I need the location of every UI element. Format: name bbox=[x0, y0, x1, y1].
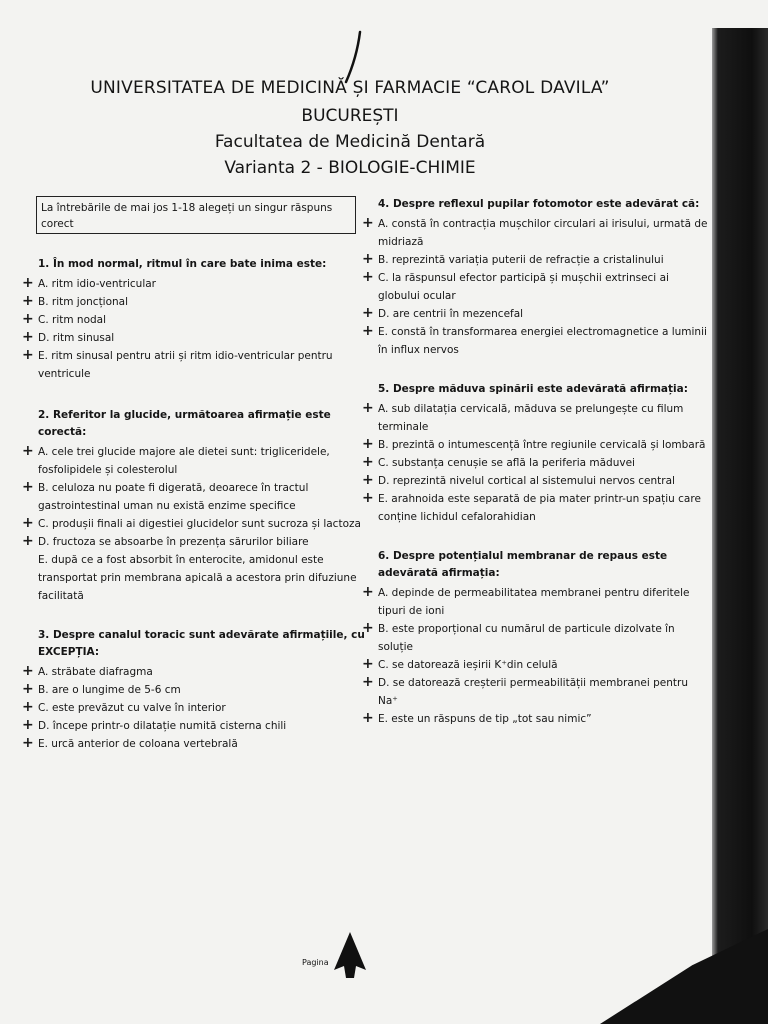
question-2 bbox=[22, 407, 368, 605]
cross-mark-icon: + bbox=[22, 515, 34, 531]
question-title: 1. În mod normal, ritmul în care bate inima este: bbox=[38, 258, 327, 270]
answer-option: + E. ritm sinusal pentru atrii și ritm idio-ventricular pentru ventricule bbox=[22, 347, 333, 380]
answer-option: + E. urcă anterior de coloana vertebrală bbox=[22, 735, 238, 751]
answer-option: E. după ce a fost absorbit în enterocite, amidonul este transportat prin membrana apicală a acestora prin difuziune facilitată bbox=[38, 554, 357, 602]
cross-mark-icon: + bbox=[362, 215, 374, 231]
answer-option: + A. constă în contracția mușchilor circulari ai irisului, urmată de midriază bbox=[362, 215, 708, 248]
cross-mark-icon: + bbox=[22, 533, 34, 549]
question-title: 3. Despre canalul toracic sunt adevărate afirmațiile, cu EXCEPȚIA: bbox=[38, 629, 365, 658]
question-3 bbox=[22, 627, 368, 753]
cross-mark-icon: + bbox=[362, 656, 374, 672]
cross-mark-icon: + bbox=[362, 490, 374, 506]
cross-mark-icon: + bbox=[362, 305, 374, 321]
cross-mark-icon: + bbox=[362, 620, 374, 636]
cross-mark-icon: + bbox=[22, 443, 34, 459]
answer-option: + D. începe printr-o dilatație numită cisterna chili bbox=[22, 717, 287, 733]
left-column bbox=[22, 256, 368, 773]
cross-mark-icon: + bbox=[362, 269, 374, 285]
exam-variant: Varianta 2 - BIOLOGIE-CHIMIE bbox=[224, 158, 476, 178]
cross-mark-icon: + bbox=[362, 710, 374, 726]
answer-option: + D. ritm sinusal bbox=[22, 329, 115, 345]
cross-mark-icon: + bbox=[22, 479, 34, 495]
cross-mark-icon: + bbox=[22, 329, 34, 345]
cross-mark-icon: + bbox=[362, 400, 374, 416]
city-name: BUCUREȘTI bbox=[301, 106, 399, 126]
answer-option: + C. se datorează ieșirii K⁺din celulă bbox=[362, 656, 558, 672]
instructions-box: La întrebările de mai jos 1-18 alegeți un singur răspuns corect bbox=[36, 196, 356, 234]
cross-mark-icon: + bbox=[362, 251, 374, 267]
answer-option: + C. produșii finali ai digestiei glucidelor sunt sucroza și lactoza bbox=[22, 515, 361, 531]
answer-option: + B. celuloza nu poate fi digerată, deoarece în tractul gastrointestinal uman nu există enzime specifice bbox=[22, 479, 309, 512]
answer-option: + C. substanța cenușie se află la periferia măduvei bbox=[362, 454, 635, 470]
question-4 bbox=[362, 196, 708, 359]
scanned-page-edge bbox=[712, 28, 768, 1024]
answer-option: + C. la răspunsul efector participă și mușchii extrinseci ai globului ocular bbox=[362, 269, 669, 302]
cross-mark-icon: + bbox=[22, 311, 34, 327]
cross-mark-icon: + bbox=[22, 735, 34, 751]
cross-mark-icon: + bbox=[362, 674, 374, 690]
answer-option: + D. se datorează creșterii permeabilității membranei pentru Na⁺ bbox=[362, 674, 688, 707]
answer-option: + C. este prevăzut cu valve în interior bbox=[22, 699, 226, 715]
answer-option: + A. cele trei glucide majore ale dietei sunt: trigliceridele, fosfolipidele și colesterolul bbox=[22, 443, 330, 476]
university-name: UNIVERSITATEA DE MEDICINĂ ȘI FARMACIE “CAROL DAVILA” bbox=[90, 78, 610, 98]
answer-option: + A. sub dilatația cervicală, măduva se prelungește cu filum terminale bbox=[362, 400, 684, 433]
answer-option: + B. ritm joncțional bbox=[22, 293, 129, 309]
cross-mark-icon: + bbox=[22, 663, 34, 679]
cross-mark-icon: + bbox=[362, 584, 374, 600]
answer-option: + B. prezintă o intumescență între regiunile cervicală și lombară bbox=[362, 436, 706, 452]
right-column bbox=[362, 196, 708, 748]
question-title: 4. Despre reflexul pupilar fotomotor este adevărat că: bbox=[378, 198, 700, 210]
answer-option: + D. fructoza se absoarbe în prezența sărurilor biliare bbox=[22, 533, 309, 549]
answer-option: + B. este proporțional cu numărul de particule dizolvate în soluție bbox=[362, 620, 675, 653]
answer-option: + E. constă în transformarea energiei electromagnetice a luminii în influx nervos bbox=[362, 323, 707, 356]
cross-mark-icon: + bbox=[22, 347, 34, 363]
answer-option: + E. arahnoida este separată de pia mater printr-un spațiu care conține lichidul cefalorahidian bbox=[362, 490, 701, 523]
question-6 bbox=[362, 548, 708, 728]
answer-option: + B. reprezintă variația puterii de refracție a cristalinului bbox=[362, 251, 664, 267]
answer-option: + E. este un răspuns de tip „tot sau nimic” bbox=[362, 710, 592, 726]
answer-option: + A. ritm idio-ventricular bbox=[22, 275, 156, 291]
question-1 bbox=[22, 256, 368, 383]
cross-mark-icon: + bbox=[22, 681, 34, 697]
page-label: Pagina bbox=[302, 958, 329, 967]
arrow-up-icon bbox=[330, 930, 370, 980]
cross-mark-icon: + bbox=[362, 436, 374, 452]
answer-option: + B. are o lungime de 5-6 cm bbox=[22, 681, 181, 697]
question-5 bbox=[362, 381, 708, 526]
cross-mark-icon: + bbox=[362, 454, 374, 470]
question-title: 5. Despre măduva spinării este adevărată afirmația: bbox=[378, 383, 688, 395]
cross-mark-icon: + bbox=[22, 717, 34, 733]
faculty-name: Facultatea de Medicină Dentară bbox=[214, 132, 486, 152]
cross-mark-icon: + bbox=[22, 275, 34, 291]
answer-option: + C. ritm nodal bbox=[22, 311, 107, 327]
answer-option: + D. are centrii în mezencefal bbox=[362, 305, 524, 321]
scanned-page-corner bbox=[600, 929, 768, 1024]
question-title: 2. Referitor la glucide, următoarea afirmație este corectă: bbox=[38, 409, 331, 438]
answer-option: + D. reprezintă nivelul cortical al sistemului nervos central bbox=[362, 472, 675, 488]
question-title: 6. Despre potențialul membranar de repaus este adevărată afirmația: bbox=[378, 550, 668, 579]
cross-mark-icon: + bbox=[22, 699, 34, 715]
answer-option: + A. depinde de permeabilitatea membranei pentru diferitele tipuri de ioni bbox=[362, 584, 690, 617]
cross-mark-icon: + bbox=[362, 472, 374, 488]
cross-mark-icon: + bbox=[362, 323, 374, 339]
document-header bbox=[0, 78, 700, 178]
cross-mark-icon: + bbox=[22, 293, 34, 309]
answer-option: + A. străbate diafragma bbox=[22, 663, 153, 679]
